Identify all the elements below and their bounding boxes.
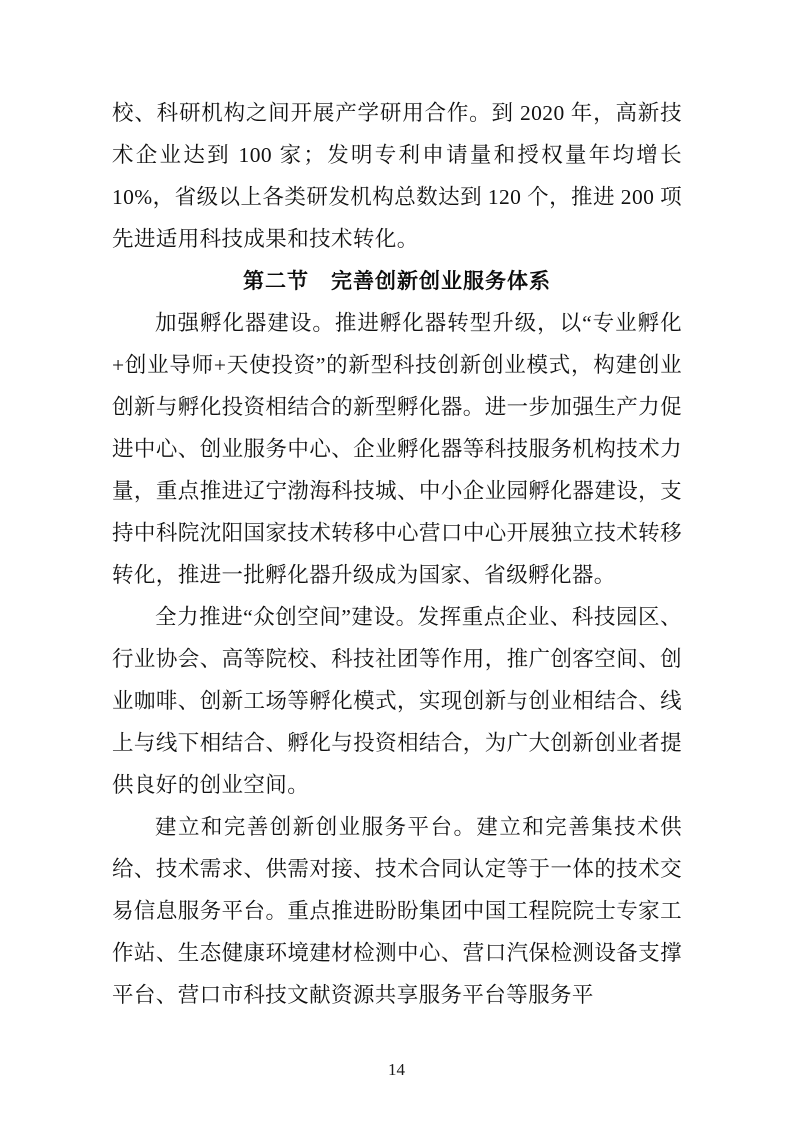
page-content: [112, 92, 688, 1016]
section-heading: 第二节 完善创新创业服务体系: [243, 269, 551, 293]
paragraph: 全力推进“众创空间”建设。发挥重点企业、科技园区、行业协会、高等院校、科技社团等作用，推广创客空间、创业咖啡、创新工场等孵化模式，实现创新与创业相结合、线上与线下相结合、孵化与投资相结合，为广大创新创业者提供良好的创业空间。: [112, 605, 682, 797]
paragraph: 建立和完善创新创业服务平台。建立和完善集技术供给、技术需求、供需对接、技术合同认定等于一体的技术交易信息服务平台。重点推进盼盼集团中国工程院院士专家工作站、生态健康环境建材检测中心、营口汽保检测设备支撑平台、营口市科技文献资源共享服务平台等服务平: [112, 815, 682, 1007]
paragraph: 校、科研机构之间开展产学研用合作。到 2020 年，高新技术企业达到 100 家；发明专利申请量和授权量年均增长 10%，省级以上各类研发机构总数达到 120 个，推进 200 项先进适用科技成果和技术转化。: [112, 101, 688, 251]
paragraph: 加强孵化器建设。推进孵化器转型升级，以“专业孵化+创业导师+天使投资”的新型科技创新创业模式，构建创业创新与孵化投资相结合的新型孵化器。进一步加强生产力促进中心、创业服务中心、企业孵化器等科技服务机构技术力量，重点推进辽宁渤海科技城、中小企业园孵化器建设，支持中科院沈阳国家技术转移中心营口中心开展独立技术转移转化，推进一批孵化器升级成为国家、省级孵化器。: [112, 311, 682, 587]
page-number: 14: [388, 1060, 405, 1079]
